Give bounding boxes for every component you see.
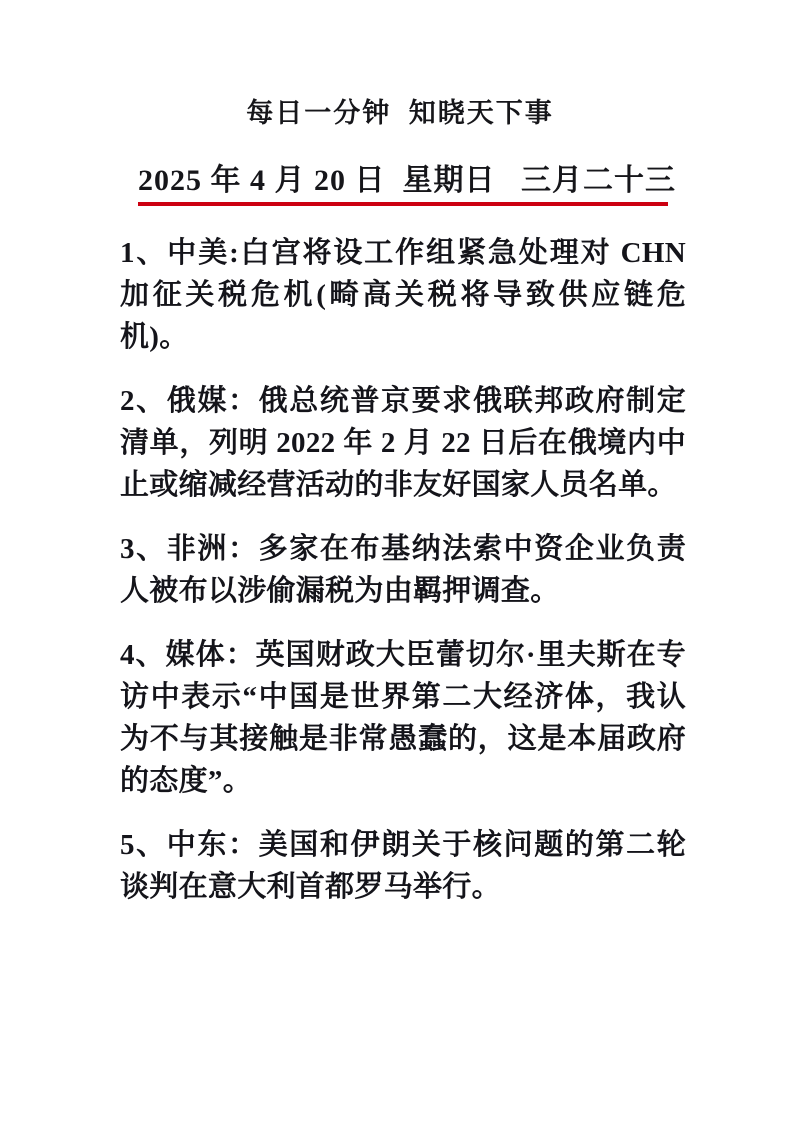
news-item: 1、中美:白宫将设工作组紧急处理对 CHN 加征关税危机(畸高关税将导致供应链危机)。: [120, 237, 686, 353]
date-header: [120, 162, 682, 200]
date-text: 2025 年 4 月 20 日 星期日 三月二十三: [138, 164, 676, 197]
date-underline-rule: [138, 202, 668, 206]
news-item: 5、中东：美国和伊朗关于核问题的第二轮谈判在意大利首都罗马举行。: [120, 829, 686, 903]
news-item: 3、非洲：多家在布基纳法索中资企业负责人被布以涉偷漏税为由羁押调查。: [120, 533, 686, 607]
news-item: 4、媒体：英国财政大臣蕾切尔·里夫斯在专访中表示“中国是世界第二大经济体，我认为不与其接触是非常愚蠢的，这是本届政府的态度”。: [120, 639, 686, 797]
news-list: [120, 232, 686, 908]
page-title: 每日一分钟 知晓天下事: [246, 98, 554, 128]
news-item: 2、俄媒：俄总统普京要求俄联邦政府制定清单，列明 2022 年 2 月 22 日后在俄境内中止或缩减经营活动的非友好国家人员名单。: [120, 385, 686, 501]
